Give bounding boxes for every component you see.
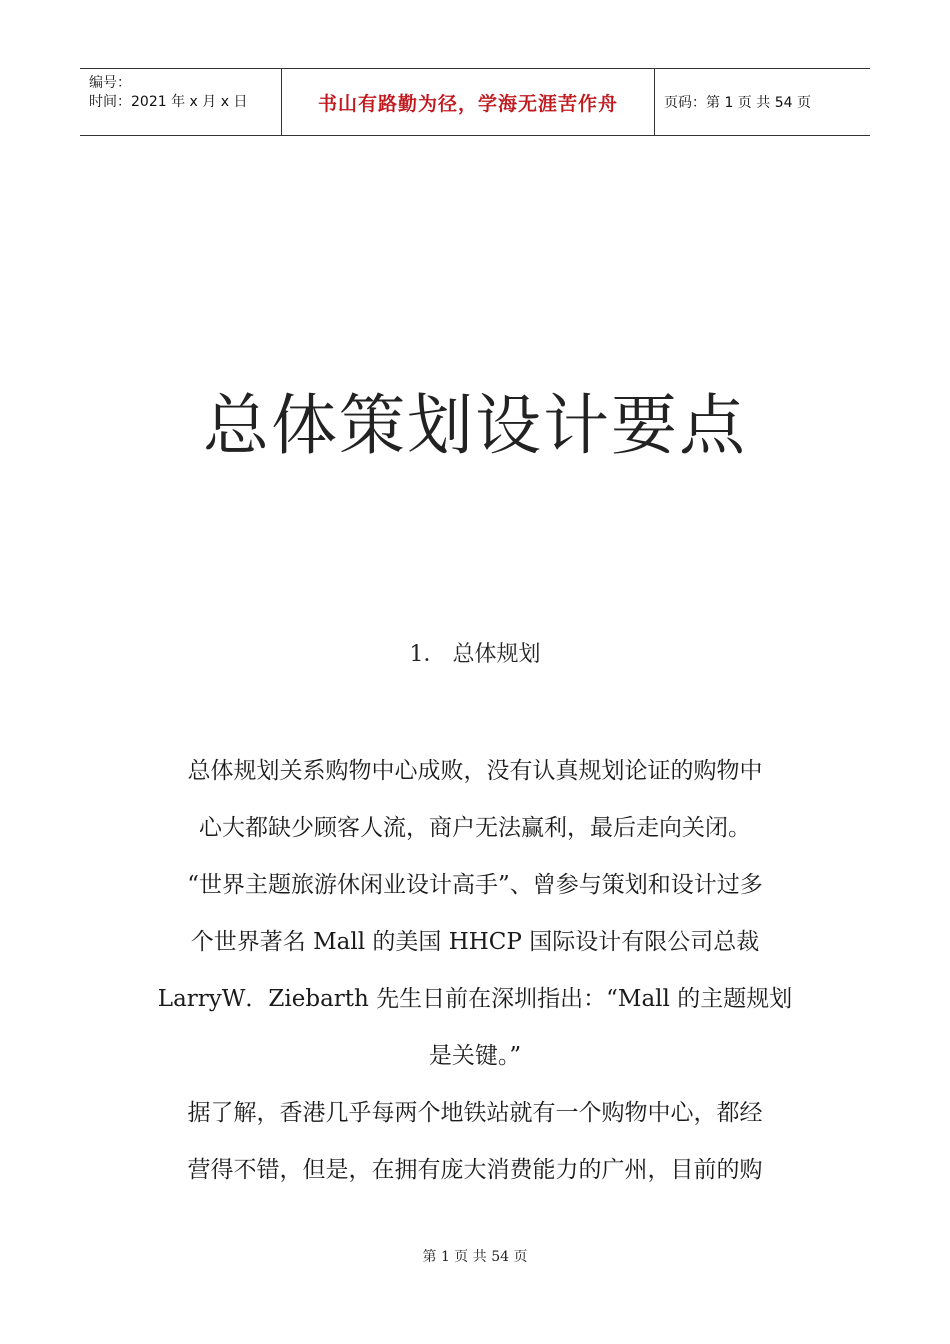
body-line: 个世界著名 Mall 的美国 HHCP 国际设计有限公司总裁 (190, 929, 760, 955)
body-line: 是关键。” (428, 1043, 522, 1069)
header-right-cell (655, 69, 870, 135)
body-line: 营得不错，但是，在拥有庞大消费能力的广州，目前的购 (187, 1157, 763, 1183)
body-line: 据了解，香港几乎每两个地铁站就有一个购物中心，都经 (187, 1100, 763, 1126)
section-heading: 1． 总体规划 (409, 642, 541, 667)
page-info: 页码：第 1 页 共 54 页 (664, 95, 811, 111)
time-label: 时间：2021 年 x 月 x 日 (89, 94, 248, 110)
body-line: LarryW．Ziebarth 先生日前在深圳指出：“Mall 的主题规划 (157, 986, 793, 1012)
motto-text: 书山有路勤为径，学海无涯苦作舟 (317, 92, 618, 115)
number-label: 编号： (89, 75, 131, 91)
body-line: 心大都缺少顾客人流，商户无法赢利，最后走向关闭。 (199, 815, 751, 841)
header-left-cell (80, 69, 281, 135)
body-line: “世界主题旅游休闲业设计高手”、曾参与策划和设计过多 (187, 872, 763, 898)
body-line: 总体规划关系购物中心成败，没有认真规划论证的购物中 (187, 758, 763, 784)
page-footer: 第 1 页 共 54 页 (422, 1249, 528, 1265)
document-title: 总体策划设计要点 (203, 387, 747, 464)
header-middle-cell (281, 69, 655, 135)
document-header (80, 68, 870, 136)
